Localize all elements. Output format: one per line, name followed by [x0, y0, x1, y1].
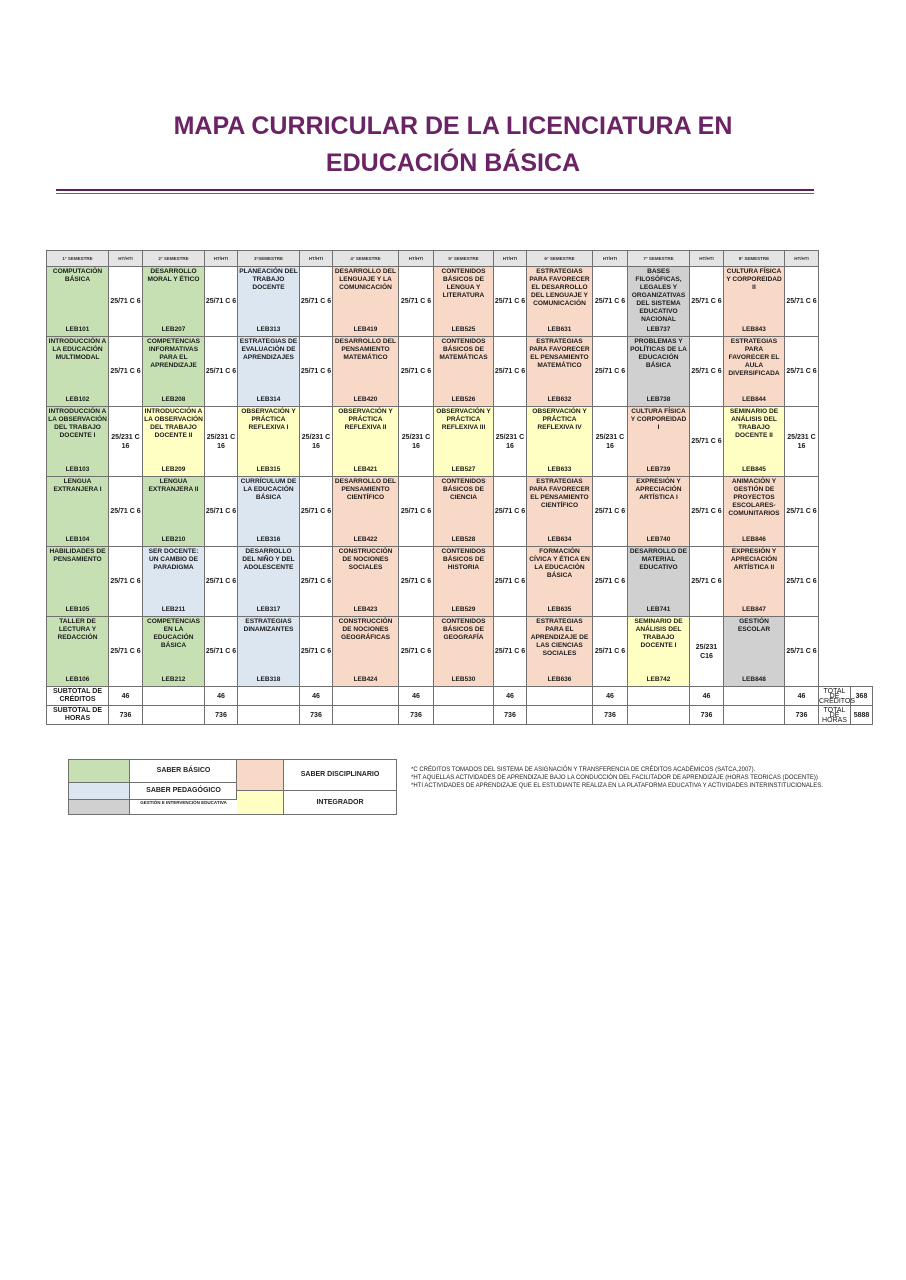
course-name: DESARROLLO MORAL Y ÉTICO	[147, 268, 200, 283]
course-name: COMPETENCIAS INFORMATIVAS PARA EL APRENDIZAJE	[146, 338, 201, 369]
subtotal-value: 46	[785, 687, 819, 706]
course-hours: 25/71 C 6	[109, 267, 143, 337]
course-name: DESARROLLO DEL PENSAMIENTO MATEMÁTICO	[334, 338, 397, 361]
course-code: LEB103	[65, 466, 90, 473]
course-cell	[238, 477, 300, 547]
legend-swatch-integrador	[237, 791, 284, 814]
course-code: LEB315	[256, 466, 281, 473]
course-cell	[527, 477, 593, 547]
course-name: INTRODUCCIÓN A LA EDUCACIÓN MULTIMODAL	[48, 338, 107, 361]
course-code: LEB530	[451, 676, 476, 683]
course-name: DESARROLLO DEL PENSAMIENTO CIENTÍFICO	[334, 478, 397, 501]
subtotal-blank	[434, 706, 494, 725]
course-cell	[628, 617, 690, 687]
course-name: DESARROLLO DE MATERIAL EDUCATIVO	[629, 548, 688, 571]
course-code: LEB316	[256, 536, 281, 543]
subtotal-blank	[628, 687, 690, 706]
total-value: 5888	[851, 706, 873, 725]
subtotal-value: 736	[494, 706, 527, 725]
course-name: ESTRATEGIAS PARA EL APRENDIZAJE DE LAS CIENCIAS SOCIALES	[530, 618, 589, 657]
course-code: LEB209	[161, 466, 186, 473]
note-ht: *HT AQUELLAS ACTIVIDADES DE APRENDIZAJE BAJO LA CONDUCCIÓN DEL FACILITADOR DE APRENDIZAJE (HORAS TEORICAS (DOCENTE))	[411, 775, 818, 781]
total-label: TOTAL DE HORAS	[819, 706, 851, 725]
course-code: LEB105	[65, 606, 90, 613]
course-name: CULTURA FÍSICA Y CORPOREIDAD I	[630, 408, 687, 431]
subtotal-blank	[527, 706, 593, 725]
course-row	[47, 617, 873, 687]
course-code: LEB422	[353, 536, 378, 543]
subtotal-blank	[143, 706, 205, 725]
blank-cell	[819, 477, 851, 547]
subtotal-value: 736	[399, 706, 434, 725]
course-cell	[333, 617, 399, 687]
course-code: LEB527	[451, 466, 476, 473]
course-hours: 25/71 C 6	[399, 477, 434, 547]
hours-header: HT/HTI	[593, 251, 628, 267]
hours-header: HT/HTI	[399, 251, 434, 267]
course-cell	[238, 337, 300, 407]
course-code: LEB741	[646, 606, 671, 613]
course-cell	[47, 407, 109, 477]
course-hours: 25/71 C 6	[690, 547, 724, 617]
course-hours: 25/71 C 6	[593, 547, 628, 617]
course-hours: 25/71 C 6	[300, 617, 333, 687]
blank-cell	[851, 547, 873, 617]
blank-cell	[819, 407, 851, 477]
course-cell	[333, 337, 399, 407]
title-divider-thin	[56, 193, 814, 194]
course-code: LEB635	[547, 606, 572, 613]
course-hours: 25/71 C 6	[494, 477, 527, 547]
subtotal-value: 46	[109, 687, 143, 706]
course-code: LEB742	[646, 676, 671, 683]
course-name: OBSERVACIÓN Y PRÁCTICA REFLEXIVA IV	[532, 408, 587, 431]
subtotal-hours-row	[47, 706, 873, 725]
course-row	[47, 407, 873, 477]
total-label: TOTAL DE CRÉDITOS	[819, 687, 856, 705]
course-name: EXPRESIÓN Y APRECIACIÓN ARTÍSTICA I	[635, 478, 682, 501]
course-name: ANIMACIÓN Y GESTIÓN DE PROYECTOS ESCOLARES-COMUNITARIOS	[728, 478, 780, 517]
course-hours: 25/71 C 6	[109, 337, 143, 407]
subtotal-value: 46	[205, 687, 238, 706]
course-code: LEB313	[256, 326, 281, 333]
hours-header: HT/HTI	[205, 251, 238, 267]
course-code: LEB420	[353, 396, 378, 403]
title-line-2: EDUCACIÓN BÁSICA	[325, 149, 581, 177]
hours-header: HT/HTI	[109, 251, 143, 267]
subtotal-blank	[238, 687, 300, 706]
course-name: ESTRATEGIAS PARA FAVORECER EL DESARROLLO DEL LENGUAJE Y COMUNICACIÓN	[529, 268, 590, 307]
subtotal-value: 46	[399, 687, 434, 706]
course-cell	[143, 477, 205, 547]
subtotal-blank	[434, 687, 494, 706]
course-cell	[527, 267, 593, 337]
course-hours: 25/71 C 6	[205, 267, 238, 337]
course-code: LEB632	[547, 396, 572, 403]
course-cell	[527, 337, 593, 407]
course-hours: 25/71 C 6	[593, 477, 628, 547]
course-hours: 25/71 C 6	[593, 337, 628, 407]
course-code: LEB636	[547, 676, 572, 683]
course-cell	[238, 407, 300, 477]
course-hours: 25/71 C 6	[690, 477, 724, 547]
subtotal-label: SUBTOTAL DE HORAS	[47, 706, 109, 725]
subtotal-value: 46	[494, 687, 527, 706]
course-name: GESTIÓN ESCOLAR	[737, 618, 771, 633]
course-code: LEB102	[65, 396, 90, 403]
blank-cell	[851, 617, 873, 687]
semester-header: 3°SEMESTRE	[238, 251, 300, 267]
legend-swatch-saber-disciplinario	[237, 760, 284, 791]
subtotal-blank	[333, 706, 399, 725]
course-code: LEB104	[65, 536, 90, 543]
course-code: LEB212	[161, 676, 186, 683]
blank-cell	[819, 617, 851, 687]
semester-header: 6° SEMESTRE	[527, 251, 593, 267]
course-cell	[628, 547, 690, 617]
course-row	[47, 477, 873, 547]
course-name: LENGUA EXTRANJERA II	[148, 478, 199, 493]
course-hours: 25/71 C 6	[399, 617, 434, 687]
course-code: LEB525	[451, 326, 476, 333]
course-row	[47, 547, 873, 617]
course-cell	[434, 407, 494, 477]
course-row	[47, 267, 873, 337]
course-hours: 25/71 C 6	[399, 267, 434, 337]
course-name: ESTRATEGIAS DINAMIZANTES	[243, 618, 294, 633]
course-hours: 25/231 C 16	[494, 407, 527, 477]
notes	[411, 766, 871, 790]
course-name: ESTRATEGIAS PARA FAVORECER EL PENSAMIENTO MATEMÁTICO	[529, 338, 590, 369]
legend-swatch-saber-basico	[69, 760, 130, 783]
course-cell	[434, 547, 494, 617]
course-code: LEB529	[451, 606, 476, 613]
course-code: LEB317	[256, 606, 281, 613]
title-line-1: MAPA CURRICULAR DE LA LICENCIATURA EN	[173, 112, 733, 140]
course-name: PLANEACIÓN DEL TRABAJO DOCENTE	[239, 268, 298, 291]
course-hours: 25/71 C 6	[205, 547, 238, 617]
course-code: LEB210	[161, 536, 186, 543]
course-code: LEB106	[65, 676, 90, 683]
course-cell	[724, 267, 785, 337]
course-cell	[143, 547, 205, 617]
course-code: LEB738	[646, 396, 671, 403]
course-hours: 25/71 C 6	[300, 547, 333, 617]
subtotal-value: 736	[690, 706, 724, 725]
course-cell	[724, 407, 785, 477]
course-cell	[434, 267, 494, 337]
course-cell	[47, 477, 109, 547]
blank-cell	[851, 267, 873, 337]
course-hours: 25/71 C 6	[690, 267, 724, 337]
course-cell	[47, 617, 109, 687]
course-cell	[724, 477, 785, 547]
hours-header: HT/HTI	[494, 251, 527, 267]
course-code: LEB846	[742, 536, 766, 543]
course-name: CULTURA FÍSICA Y CORPOREIDAD II	[726, 268, 782, 291]
course-name: ESTRATEGIAS PARA FAVORECER EL PENSAMIENTO CIENTÍFICO	[529, 478, 590, 509]
subtotal-value: 46	[593, 687, 628, 706]
course-code: LEB208	[161, 396, 186, 403]
course-cell	[238, 617, 300, 687]
course-hours: 25/71 C 6	[494, 267, 527, 337]
course-cell	[628, 337, 690, 407]
subtotal-blank	[238, 706, 300, 725]
course-hours: 25/71 C 6	[690, 337, 724, 407]
legend-label-saber-disciplinario: SABER DISCIPLINARIO	[300, 771, 380, 778]
course-code: LEB634	[547, 536, 572, 543]
course-name: CONTENIDOS BÁSICOS DE GEOGRAFÍA	[441, 618, 486, 641]
course-name: INTRODUCCIÓN A LA OBSERVACIÓN DEL TRABAJO DOCENTE II	[144, 408, 203, 439]
course-cell	[628, 477, 690, 547]
legend-label-integrador: INTEGRADOR	[316, 799, 364, 806]
course-cell	[143, 617, 205, 687]
course-code: LEB847	[742, 606, 766, 613]
course-code: LEB843	[742, 326, 766, 333]
course-hours: 25/71 C 6	[205, 477, 238, 547]
course-code: LEB423	[353, 606, 378, 613]
course-name: CONSTRUCCIÓN DE NOCIONES GEOGRÁFICAS	[338, 618, 393, 641]
course-cell	[527, 407, 593, 477]
course-cell	[143, 267, 205, 337]
subtotal-value: 736	[593, 706, 628, 725]
course-hours: 25/71 C 6	[109, 547, 143, 617]
course-name: FORMACIÓN CÍVICA Y ÉTICA EN LA EDUCACIÓN BÁSICA	[529, 548, 590, 579]
semester-header: 4° SEMESTRE	[333, 251, 399, 267]
subtotal-blank	[724, 706, 785, 725]
course-code: LEB207	[161, 326, 186, 333]
course-hours: 25/71 C 6	[300, 477, 333, 547]
course-hours: 25/231 C 16	[785, 407, 819, 477]
course-hours: 25/71 C 6	[205, 617, 238, 687]
course-cell	[527, 617, 593, 687]
course-hours: 25/71 C 6	[785, 617, 819, 687]
course-cell	[333, 407, 399, 477]
blank-cell	[851, 477, 873, 547]
subtotal-blank	[527, 687, 593, 706]
course-name: PROBLEMAS Y POLÍTICAS DE LA EDUCACIÓN BÁSICA	[630, 338, 687, 369]
course-hours: 25/71 C 6	[593, 617, 628, 687]
course-code: LEB740	[646, 536, 671, 543]
course-cell	[628, 267, 690, 337]
course-name: DESARROLLO DEL LENGUAJE Y LA COMUNICACIÓN	[334, 268, 397, 291]
course-name: CONTENIDOS BÁSICOS DE MATEMÁTICAS	[439, 338, 488, 361]
note-credits: *C CRÉDITOS TOMADOS DEL SISTEMA DE ASIGNACIÓN Y TRANSFERENCIA DE CRÉDITOS ACADÉMICOS (SATCA,2007).	[411, 767, 756, 773]
course-hours: 25/71 C 6	[109, 477, 143, 547]
legend-label-gestion: GESTIÓN E INTERVENCIÓN EDUCATIVA	[140, 800, 227, 805]
blank-cell	[819, 547, 851, 617]
subtotal-blank	[143, 687, 205, 706]
total-value: 368	[851, 687, 873, 706]
course-cell	[143, 337, 205, 407]
course-hours: 25/231 C 16	[205, 407, 238, 477]
course-cell	[47, 547, 109, 617]
legend	[68, 759, 397, 815]
subtotal-value: 46	[690, 687, 724, 706]
course-hours: 25/231 C 16	[300, 407, 333, 477]
course-cell	[47, 337, 109, 407]
course-hours: 25/71 C 6	[494, 617, 527, 687]
course-name: CONTENIDOS BÁSICOS DE CIENCIA	[441, 478, 486, 501]
course-name: SER DOCENTE: UN CAMBIO DE PARADIGMA	[148, 548, 199, 571]
course-name: CONTENIDOS BÁSICOS DE HISTORIA	[441, 548, 486, 571]
semester-header: 7° SEMESTRE	[628, 251, 690, 267]
course-name: TALLER DE LECTURA Y REDACCIÓN	[57, 618, 98, 641]
course-hours: 25/231 C 16	[109, 407, 143, 477]
course-cell	[143, 407, 205, 477]
course-name: ESTRATEGIAS DE EVALUACIÓN DE APRENDIZAJES	[239, 338, 298, 361]
curriculum-map-table	[46, 250, 873, 725]
legend-swatch-saber-pedagogico	[69, 783, 130, 800]
title-divider	[56, 189, 814, 191]
course-code: LEB631	[547, 326, 572, 333]
blank-header	[851, 251, 873, 267]
blank-cell	[819, 337, 851, 407]
course-hours: 25/71 C 6	[494, 547, 527, 617]
blank-header	[819, 251, 851, 267]
page-title	[120, 108, 786, 182]
subtotal-credits-row	[47, 687, 873, 706]
course-cell	[238, 547, 300, 617]
course-name: INTRODUCCIÓN A LA OBSERVACIÓN DEL TRABAJO DOCENTE I	[48, 408, 107, 439]
subtotal-blank	[628, 706, 690, 725]
course-hours: 25/71 C 6	[399, 337, 434, 407]
course-name: SEMINARIO DE ANÁLISIS DEL TRABAJO DOCENTE II	[729, 408, 779, 439]
course-hours: 25/71 C 6	[690, 407, 724, 477]
blank-cell	[851, 407, 873, 477]
blank-cell	[851, 337, 873, 407]
course-name: CURRÍCULUM DE LA EDUCACIÓN BÁSICA	[240, 478, 297, 501]
course-code: LEB424	[353, 676, 378, 683]
course-name: OBSERVACIÓN Y PRÁCTICA REFLEXIVA III	[436, 408, 491, 431]
course-cell	[724, 337, 785, 407]
course-code: LEB526	[451, 396, 476, 403]
course-name: OBSERVACIÓN Y PRÁCTICA REFLEXIVA II	[338, 408, 393, 431]
semester-header: 8° SEMESTRE	[724, 251, 785, 267]
course-name: LENGUA EXTRANJERA I	[53, 478, 102, 493]
course-name: ESTRATEGIAS PARA FAVORECER EL AULA DIVERSIFICADA	[728, 338, 780, 377]
semester-header: 5° SEMESTRE	[434, 251, 494, 267]
course-cell	[47, 267, 109, 337]
course-hours: 25/71 C 6	[494, 337, 527, 407]
blank-cell	[819, 267, 851, 337]
course-hours: 25/71 C 6	[109, 617, 143, 687]
course-code: LEB318	[256, 676, 281, 683]
course-hours: 25/71 C 6	[785, 267, 819, 337]
course-cell	[628, 407, 690, 477]
course-name: EXPRESIÓN Y APRECIACIÓN ARTÍSTICA II	[730, 548, 778, 571]
course-cell	[724, 617, 785, 687]
course-code: LEB101	[65, 326, 90, 333]
course-name: DESARROLLO DEL NIÑO Y DEL ADOLESCENTE	[242, 548, 295, 571]
course-cell	[333, 267, 399, 337]
course-name: CONTENIDOS BÁSICOS DE LENGUA Y LITERATURA	[441, 268, 486, 299]
hours-header: HT/HTI	[785, 251, 819, 267]
course-cell	[333, 477, 399, 547]
course-hours: 25/71 C 6	[593, 267, 628, 337]
legend-label-saber-basico: SABER BÁSICO	[156, 767, 211, 774]
course-cell	[724, 547, 785, 617]
subtotal-label: SUBTOTAL DE CRÉDITOS	[47, 687, 109, 706]
course-code: LEB633	[547, 466, 572, 473]
legend-swatch-gestion	[69, 800, 130, 814]
course-hours: 25/71 C 6	[785, 547, 819, 617]
subtotal-value: 736	[785, 706, 819, 725]
course-code: LEB739	[646, 466, 671, 473]
course-hours: 25/71 C 6	[785, 477, 819, 547]
course-name: SEMINARIO DE ANÁLISIS DEL TRABAJO DOCENTE I	[634, 618, 683, 649]
course-cell	[527, 547, 593, 617]
course-hours: 25/231 C 16	[399, 407, 434, 477]
course-cell	[434, 337, 494, 407]
subtotal-value: 736	[300, 706, 333, 725]
course-code: LEB848	[742, 676, 766, 683]
course-row	[47, 337, 873, 407]
course-code: LEB844	[742, 396, 766, 403]
course-cell	[434, 617, 494, 687]
subtotal-value: 736	[109, 706, 143, 725]
hours-header: HT/HTI	[300, 251, 333, 267]
course-name: OBSERVACIÓN Y PRÁCTICA REFLEXIVA I	[241, 408, 296, 431]
course-cell	[333, 547, 399, 617]
course-name: COMPETENCIAS EN LA EDUCACIÓN BÁSICA	[146, 618, 201, 649]
course-hours: 25/231 C16	[690, 617, 724, 687]
subtotal-blank	[333, 687, 399, 706]
legend-label-saber-pedagogico: SABER PEDAGÓGICO	[146, 787, 221, 794]
hours-header: HT/HTI	[690, 251, 724, 267]
course-hours: 25/71 C 6	[205, 337, 238, 407]
course-code: LEB737	[646, 326, 671, 333]
course-code: LEB421	[353, 466, 378, 473]
course-cell	[434, 477, 494, 547]
course-code: LEB314	[256, 396, 281, 403]
header-row	[47, 251, 873, 267]
subtotal-value: 736	[205, 706, 238, 725]
course-code: LEB419	[353, 326, 378, 333]
semester-header: 2° SEMESTRE	[143, 251, 205, 267]
course-code: LEB528	[451, 536, 476, 543]
course-cell	[238, 267, 300, 337]
semester-header: 1° SEMESTRE	[47, 251, 109, 267]
course-name: COMPUTACIÓN BÁSICA	[52, 268, 103, 283]
course-code: LEB211	[161, 606, 186, 613]
course-name: HABILIDADES DE PENSAMIENTO	[49, 548, 106, 563]
note-hti: *HTI ACTIVIDADES DE APRENDIZAJE QUE EL ESTUDIANTE REALIZA EN LA PLATAFORMA EDUCATIVA Y ACTIVIDADES INTERINSTITUCIONALES.	[411, 783, 823, 789]
course-hours: 25/71 C 6	[300, 337, 333, 407]
course-hours: 25/71 C 6	[785, 337, 819, 407]
subtotal-value: 46	[300, 687, 333, 706]
course-hours: 25/71 C 6	[399, 547, 434, 617]
course-hours: 25/71 C 6	[300, 267, 333, 337]
subtotal-blank	[724, 687, 785, 706]
course-name: BASES FILOSÓFICAS, LEGALES Y ORGANIZATIVAS DEL SISTEMA EDUCATIVO NACIONAL	[631, 268, 686, 323]
course-name: CONSTRUCCIÓN DE NOCIONES SOCIALES	[338, 548, 393, 571]
course-hours: 25/231 C 16	[593, 407, 628, 477]
course-code: LEB845	[742, 466, 766, 473]
